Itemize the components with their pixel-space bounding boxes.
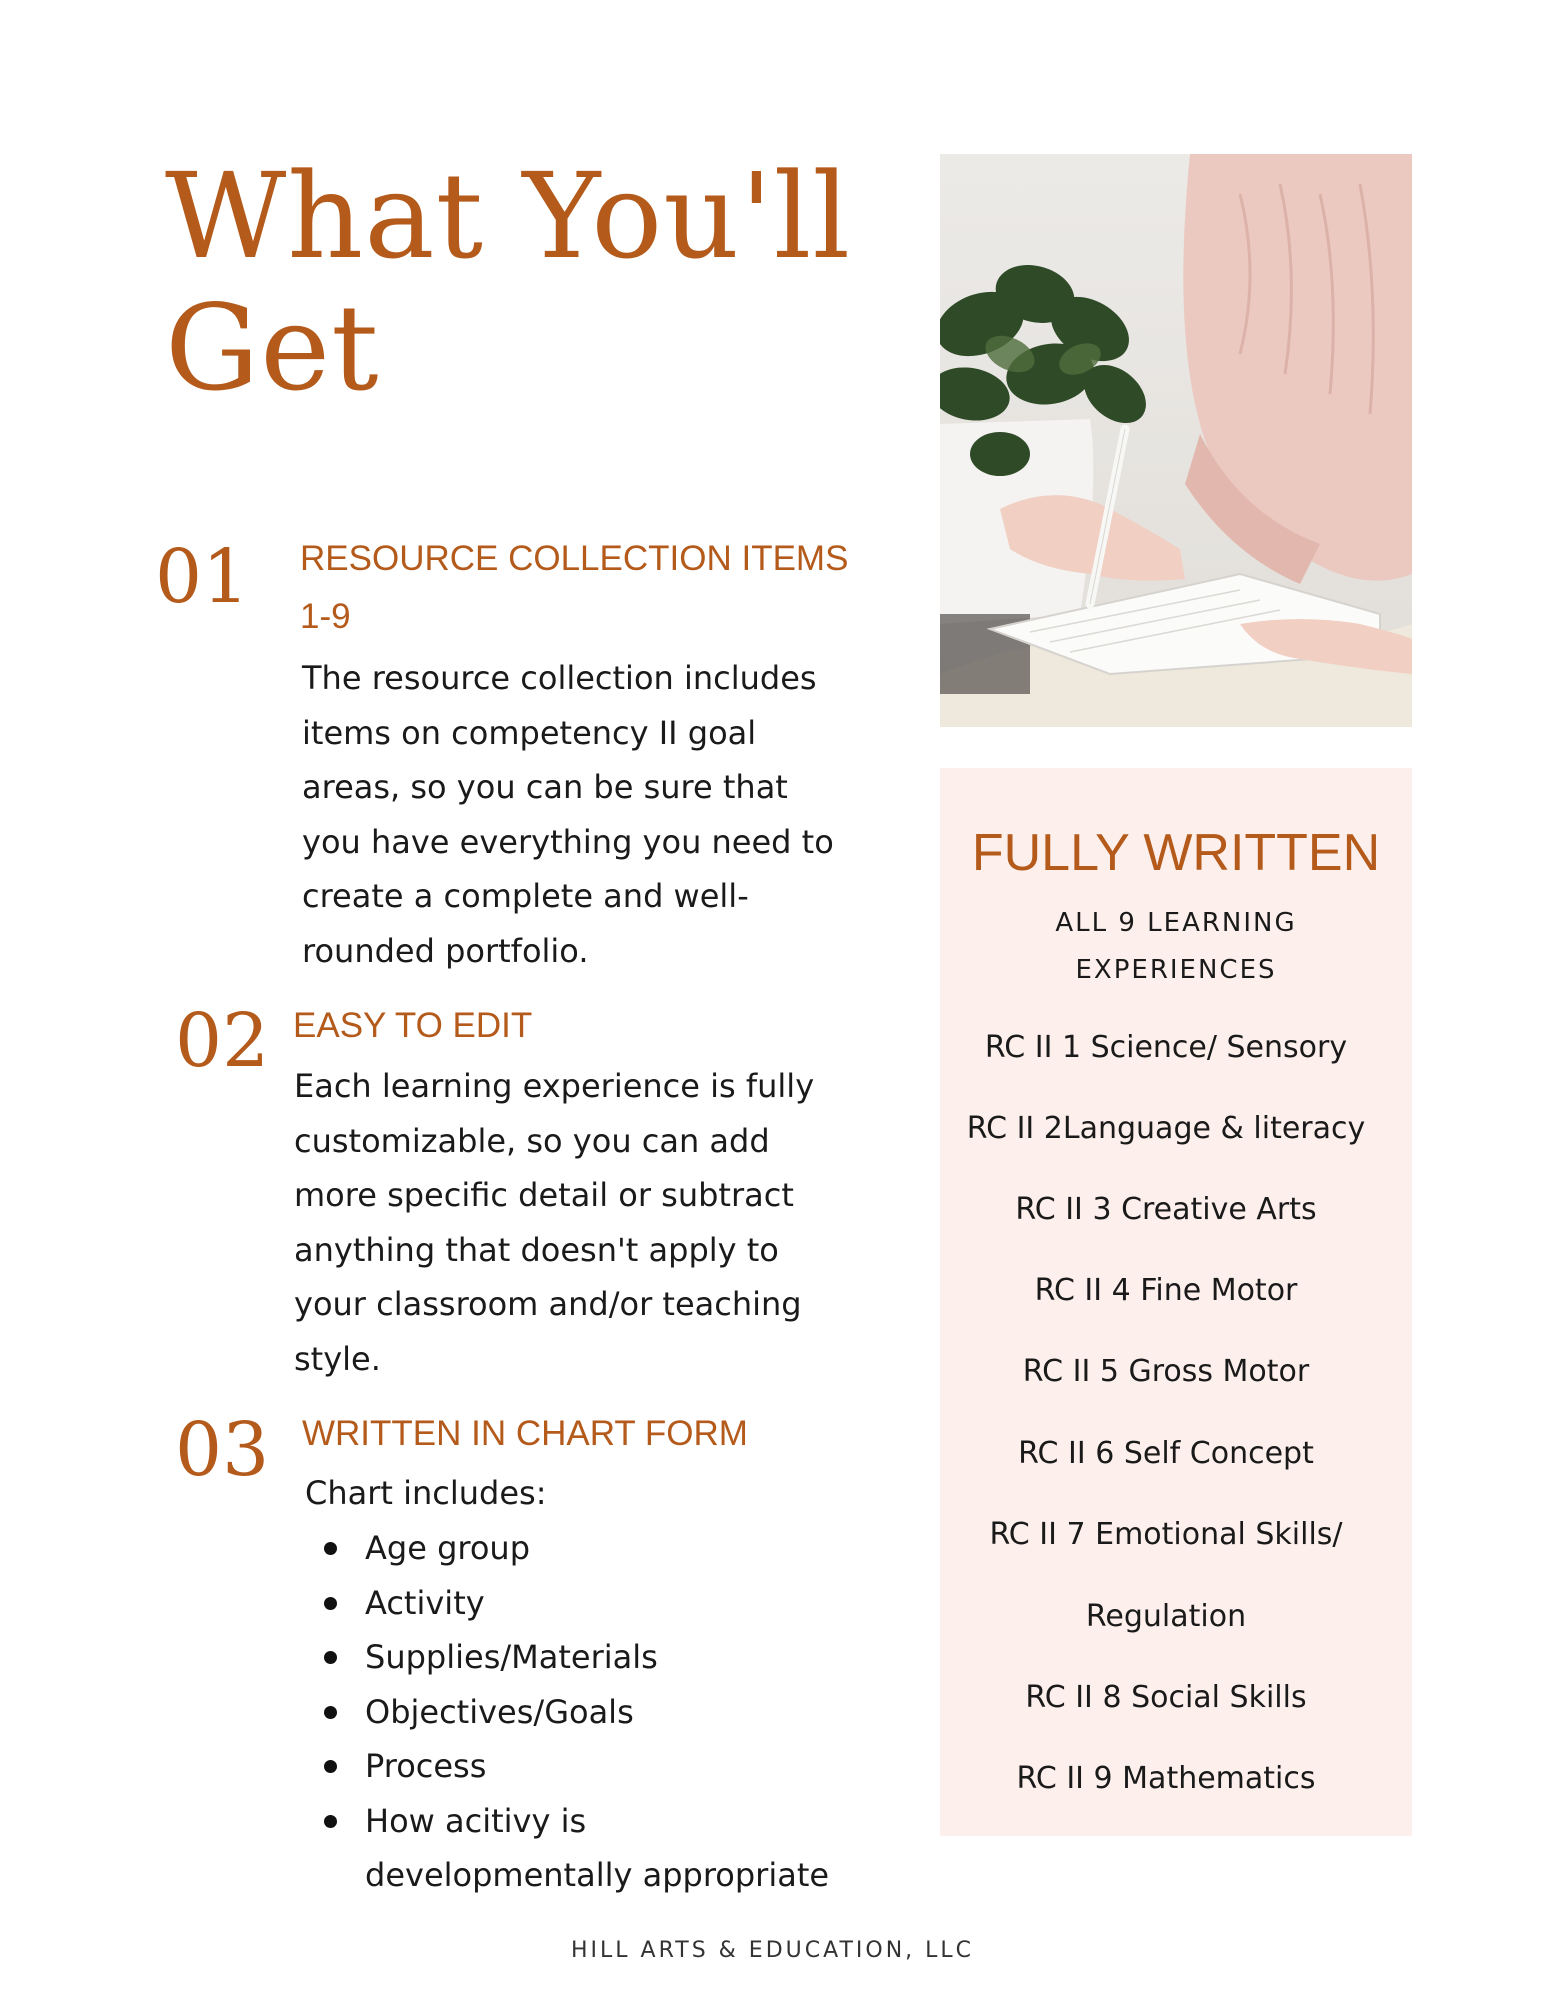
photo-illustration — [940, 154, 1412, 727]
list-item: RC II 2Language & literacy — [966, 1111, 1366, 1146]
bullet-icon — [324, 1597, 337, 1610]
bullet-icon — [324, 1815, 337, 1828]
title-line: What You'll — [165, 147, 852, 285]
body-line: anything that doesn't apply to — [294, 1230, 779, 1269]
body-line: you have everything you need to — [302, 822, 834, 861]
list-item: Regulation — [1085, 1599, 1247, 1634]
panel-subtitle-line: ALL 9 LEARNING — [1055, 908, 1297, 938]
list-item-text: Activity — [365, 1583, 485, 1622]
panel-subtitle-line: EXPERIENCES — [1075, 955, 1277, 985]
hero-photo — [940, 154, 1412, 727]
section-heading — [293, 997, 532, 1055]
section-heading — [302, 1405, 748, 1463]
body-line: The resource collection includes — [302, 659, 817, 697]
title-line: Get — [165, 279, 380, 417]
body-line: items on competency II goal — [302, 713, 757, 752]
list-item — [305, 1794, 829, 1849]
list-item: RC II 6 Self Concept — [1018, 1436, 1314, 1471]
bullet-icon — [324, 1651, 337, 1664]
section-heading-line: 1-9 — [300, 597, 351, 636]
list-item: RC II 8 Social Skills — [1025, 1680, 1307, 1715]
list-item-text: How acitivy is — [365, 1801, 587, 1840]
list-item — [305, 1739, 829, 1794]
chart-includes-list — [305, 1521, 829, 1903]
list-item-text: Process — [365, 1747, 487, 1785]
list-item: RC II 7 Emotional Skills/ — [989, 1517, 1343, 1552]
list-item: RC II 1 Science/ Sensory — [984, 1030, 1348, 1065]
list-item — [305, 1521, 829, 1576]
section-body — [294, 1059, 814, 1386]
list-item: RC II 3 Creative Arts — [1015, 1192, 1317, 1227]
bullet-icon — [324, 1706, 337, 1719]
body-line: Chart includes: — [305, 1474, 547, 1512]
body-line: areas, so you can be sure that — [302, 768, 788, 806]
page-title — [165, 147, 852, 417]
list-item: RC II 5 Gross Motor — [1022, 1354, 1310, 1389]
section-heading-line: WRITTEN IN CHART FORM — [302, 1414, 748, 1453]
body-line: create a complete and well- — [302, 877, 749, 915]
section-heading-line: RESOURCE COLLECTION ITEMS — [300, 539, 849, 578]
list-item-continuation — [305, 1848, 829, 1903]
body-line: more specific detail or subtract — [294, 1176, 794, 1214]
list-item: RC II 9 Mathematics — [1016, 1761, 1316, 1796]
list-item — [305, 1576, 829, 1631]
list-item-text: developmentally appropriate — [365, 1856, 830, 1894]
body-line: customizable, so you can add — [294, 1121, 770, 1160]
list-item-text: Supplies/Materials — [365, 1638, 658, 1676]
bullet-icon — [324, 1760, 337, 1773]
section-heading — [300, 530, 848, 646]
footer-company-name: HILL ARTS & EDUCATION, LLC — [570, 1938, 975, 1963]
body-line: rounded portfolio. — [302, 931, 589, 970]
list-item-text: Age group — [365, 1529, 530, 1567]
section-body — [305, 1466, 547, 1521]
list-item — [305, 1630, 829, 1685]
list-item: RC II 4 Fine Motor — [1034, 1273, 1298, 1308]
section-number: 01 — [155, 534, 250, 620]
panel-subtitle — [940, 900, 1412, 994]
section-body — [302, 651, 834, 978]
panel-title: FULLY WRITTEN — [971, 824, 1381, 882]
learning-experiences-panel — [940, 768, 1412, 1836]
bullet-icon — [324, 1542, 337, 1555]
body-line: style. — [294, 1339, 381, 1378]
body-line: Each learning experience is fully — [294, 1067, 815, 1105]
section-number: 02 — [175, 998, 270, 1084]
list-item-text: Objectives/Goals — [365, 1692, 634, 1731]
list-item — [305, 1685, 829, 1740]
section-heading-line: EASY TO EDIT — [293, 1006, 533, 1045]
body-line: your classroom and/or teaching — [294, 1285, 802, 1323]
section-number: 03 — [175, 1407, 270, 1493]
